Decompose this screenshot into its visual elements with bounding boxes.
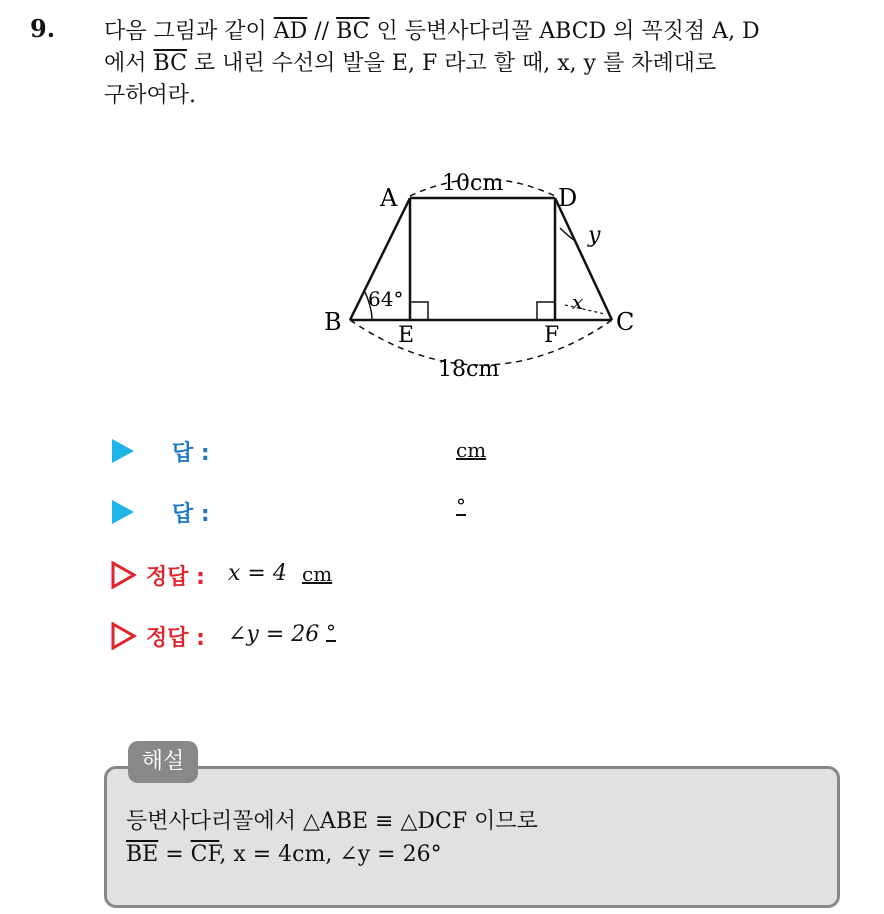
- top-length: 10cm: [442, 171, 504, 196]
- outline-play-icon: [111, 561, 137, 589]
- var-x: x: [572, 290, 584, 314]
- segment-bc-2: $\overline{BC}$: [153, 51, 187, 76]
- vertex-b: B: [324, 308, 342, 336]
- answer-label-1: 답 :: [172, 441, 210, 466]
- segment-be: $\overline{BE}$: [126, 842, 159, 867]
- foot-e: E: [398, 323, 415, 348]
- angle-b-label: 64°: [368, 287, 404, 311]
- question-number: 9.: [30, 14, 56, 43]
- trapezoid-figure: [0, 0, 884, 420]
- answer-unit-2: °: [456, 494, 466, 518]
- correct-label-2: 정답 :: [146, 626, 205, 651]
- answer-unit-1: cm: [456, 438, 487, 462]
- foot-f: F: [544, 323, 560, 348]
- correct-answer-1: x = 4: [228, 561, 287, 586]
- bottom-length: 18cm: [438, 357, 500, 382]
- correct-answer-2: ∠y = 26: [228, 622, 320, 647]
- vertex-d: D: [558, 184, 578, 212]
- vertex-c: C: [616, 308, 635, 336]
- play-icon: [112, 439, 134, 463]
- correct-unit-2: °: [326, 620, 336, 644]
- solution-line-2: $\overline{BE} = \overline{CF}$, x = 4cm, ∠y = 26°: [126, 842, 442, 867]
- segment-bc: $\overline{BC}$: [336, 19, 370, 44]
- question-text: 다음 그림과 같이 $\overline{AD} // \overline{BC}$ 인 등변사다리꼴 ABCD 의 꼭짓점 A, D 에서 $\overline{BC}$ 로 내린 수선의 발을 E, F 라고 할 때, x, y 를 차례대로 구하여라.: [104, 19, 760, 108]
- solution-line-1: 등변사다리꼴에서 △ABE ≡ △DCF 이므로: [126, 809, 538, 834]
- side-dc: [555, 198, 612, 320]
- segment-cf: $\overline{CF}$: [190, 842, 220, 867]
- correct-unit-1: cm: [302, 562, 333, 586]
- right-angle-e: [410, 302, 428, 320]
- vertex-a: A: [380, 184, 398, 212]
- solution-box: [104, 766, 840, 908]
- outline-play-icon: [111, 622, 137, 650]
- play-icon: [112, 500, 134, 524]
- x-dashed-line: [565, 305, 605, 314]
- solution-tab: 해설: [128, 741, 198, 783]
- segment-ad: $\overline{AD}$: [273, 19, 308, 44]
- answer-label-2: 답 :: [172, 502, 210, 527]
- correct-label-1: 정답 :: [146, 565, 205, 590]
- right-angle-f: [537, 302, 555, 320]
- var-y: y: [588, 223, 601, 248]
